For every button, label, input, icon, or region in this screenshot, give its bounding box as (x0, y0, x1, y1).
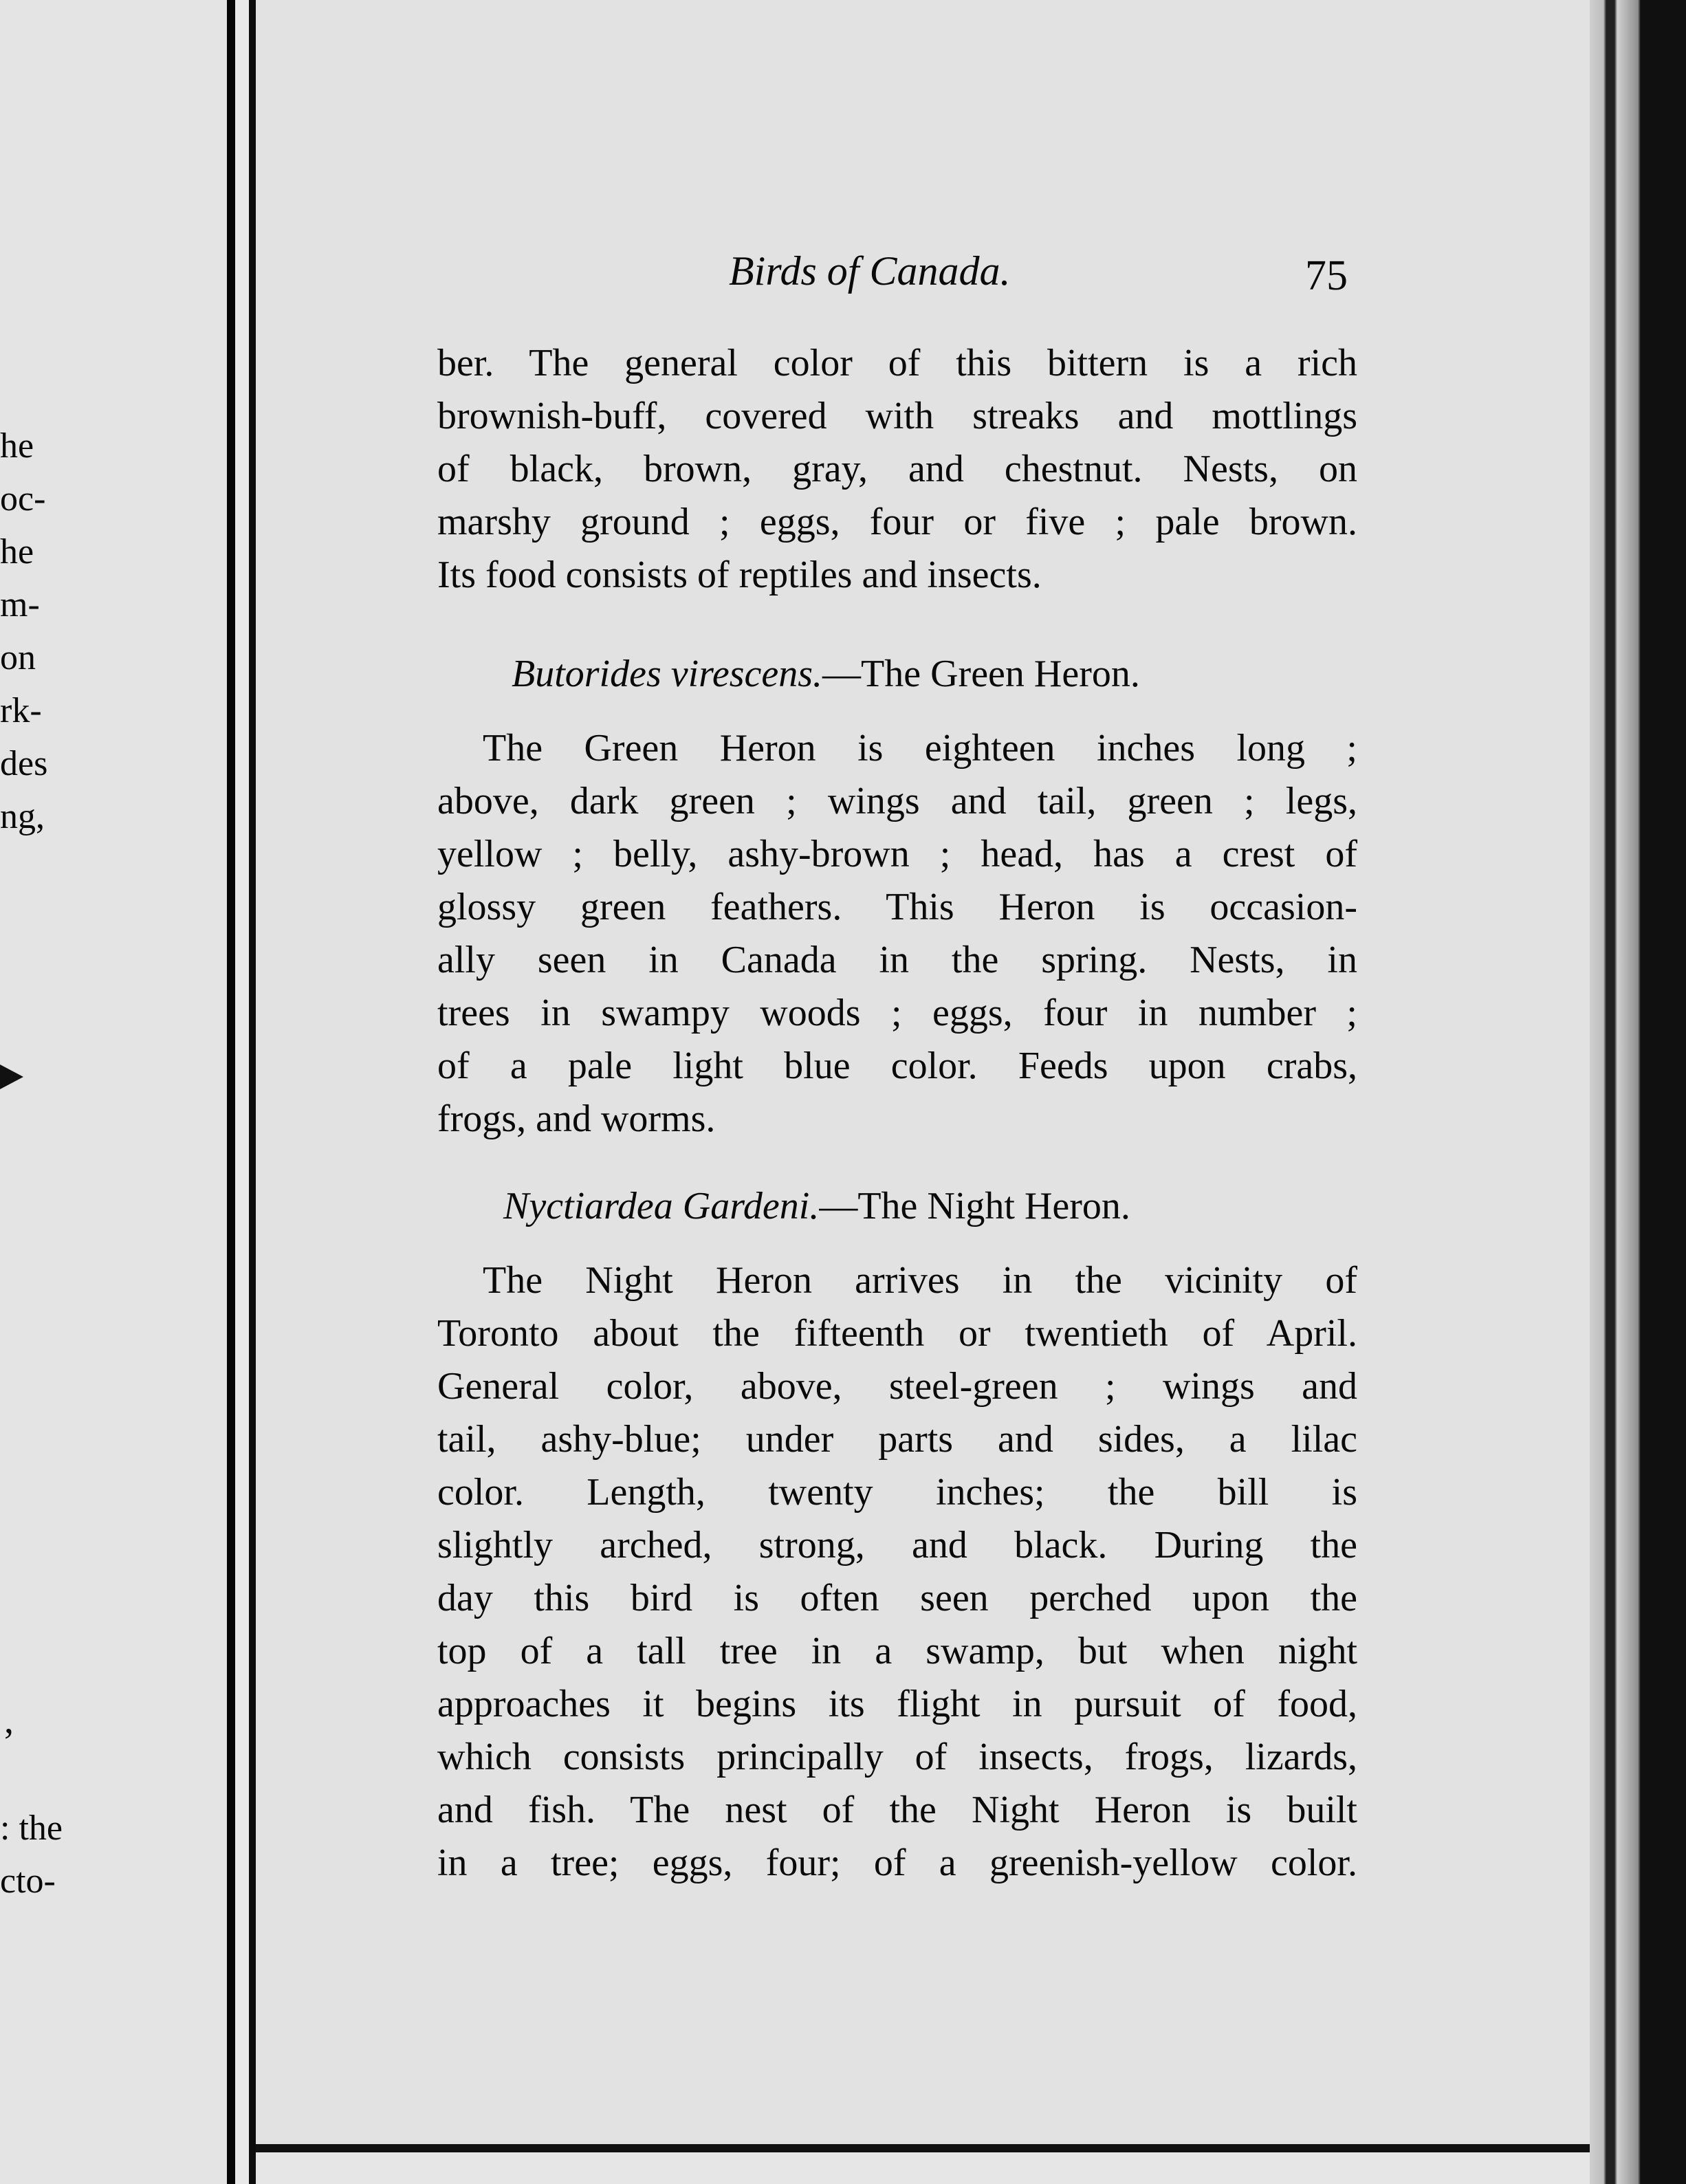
previous-page-text-fragments (0, 419, 220, 843)
fragment-line: des (0, 744, 48, 783)
bottom-margin (256, 2152, 1590, 2184)
text-line: yellow ; belly, ashy-brown ; head, has a crest of (437, 833, 1357, 875)
binding-shadow (227, 0, 235, 2184)
text-line: approaches it begins its flight in pursuit of food, (437, 1683, 1357, 1725)
text-line: Its food consists of reptiles and insects. (437, 554, 1042, 596)
page-border-left (249, 0, 256, 2184)
common-name: —The Green Heron. (822, 653, 1140, 695)
intro-paragraph (437, 337, 1357, 602)
arrow-mark-icon (0, 1064, 23, 1089)
text-line: Toronto about the fifteenth or twentieth of April. (437, 1312, 1357, 1355)
text-line: General color, above, steel-green ; wings and (437, 1365, 1357, 1408)
previous-page-text-fragments-bottom (0, 1802, 220, 1908)
text-line: The Green Heron is eighteen inches long ; (483, 727, 1357, 769)
fragment-line: he (0, 426, 34, 466)
text-line: color. Length, twenty inches; the bill is (437, 1471, 1357, 1514)
text-line: tail, ashy-blue; under parts and sides, a lilac (437, 1418, 1357, 1461)
latin-name: Butorides virescens. (512, 653, 823, 695)
text-line: of a pale light blue color. Feeds upon crabs, (437, 1045, 1357, 1087)
text-line: ally seen in Canada in the spring. Nests, in (437, 939, 1357, 981)
green-heron-paragraph (437, 722, 1357, 1146)
text-line: frogs, and worms. (437, 1098, 716, 1140)
fragment-line: rk- (0, 691, 42, 730)
common-name: —The Night Heron. (819, 1185, 1130, 1227)
fragment-line: cto- (0, 1861, 56, 1901)
fragment-line: ng, (0, 797, 45, 836)
latin-name: Nyctiardea Gardeni. (503, 1185, 820, 1227)
fragment-line: : the (0, 1809, 63, 1848)
text-line: trees in swampy woods ; eggs, four in number ; (437, 992, 1357, 1034)
text-line: day this bird is often seen perched upon the (437, 1577, 1357, 1619)
text-line: glossy green feathers. This Heron is occasion- (437, 886, 1357, 928)
fragment-line: m- (0, 585, 40, 624)
fragment-comma: , (4, 1699, 14, 1742)
previous-page-edge (0, 0, 227, 2184)
running-title: Birds of Canada. (729, 248, 1011, 294)
page-edge-stack (1590, 0, 1686, 2184)
text-line: above, dark green ; wings and tail, green ; legs, (437, 780, 1357, 822)
text-line: The Night Heron arrives in the vicinity of (483, 1259, 1357, 1302)
night-heron-paragraph (437, 1254, 1357, 1890)
text-line: marshy ground ; eggs, four or five ; pale brown. (437, 501, 1357, 543)
text-line: and fish. The nest of the Night Heron is built (437, 1789, 1357, 1831)
page-border-bottom (256, 2144, 1590, 2152)
fragment-line: on (0, 638, 36, 677)
text-line: which consists principally of insects, frogs, lizards, (437, 1736, 1357, 1778)
text-line: ber. The general color of this bittern is a rich (437, 342, 1357, 384)
fragment-line: he (0, 532, 34, 571)
page-number: 75 (1305, 252, 1348, 299)
text-line: slightly arched, strong, and black. During the (437, 1524, 1357, 1566)
fragment-line: oc- (0, 479, 46, 518)
text-line: top of a tall tree in a swamp, but when night (437, 1630, 1357, 1672)
text-line: brownish-buff, covered with streaks and mottlings (437, 395, 1357, 437)
text-line: of black, brown, gray, and chestnut. Nests, on (437, 448, 1357, 490)
text-line: in a tree; eggs, four; of a greenish-yellow color. (437, 1842, 1357, 1884)
section-heading-green-heron (512, 652, 1140, 696)
section-heading-night-heron (503, 1184, 1130, 1228)
